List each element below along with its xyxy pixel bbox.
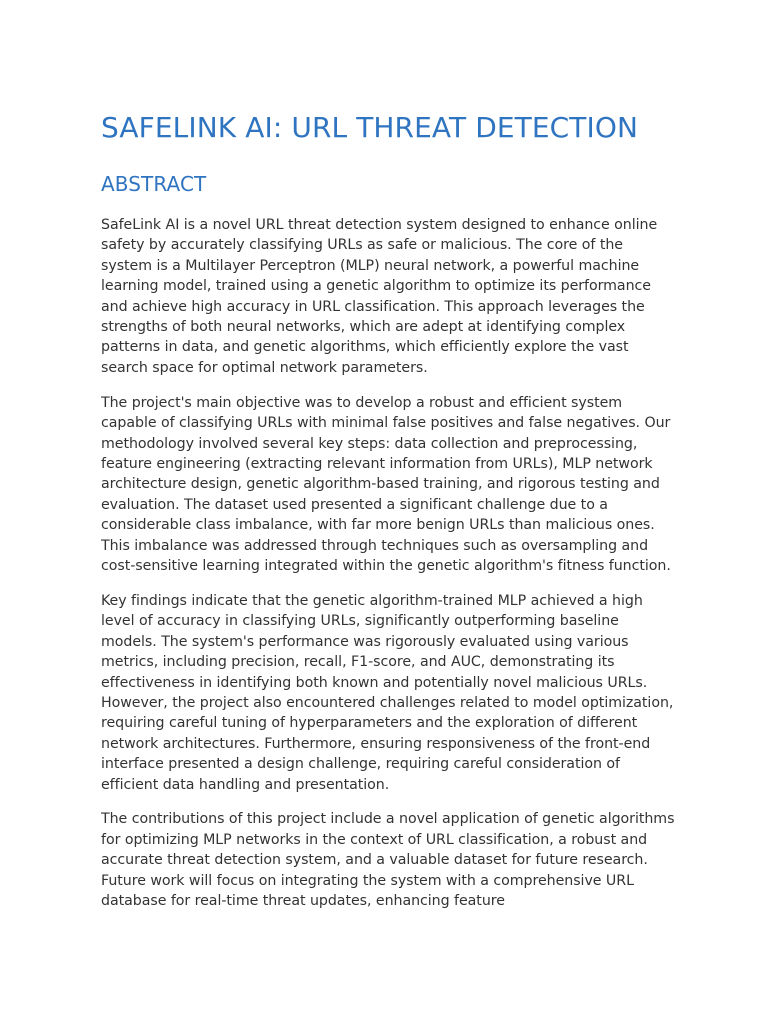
abstract-paragraph-4: The contributions of this project include a novel application of genetic algorithms for optimizing MLP networks in the context of URL classification, a robust and accurate threat detection system, and a valuable dataset for future research. Future work will focus on integrating the system with a comprehensive URL database for real-time threat updates, enhancing feature — [101, 811, 675, 910]
abstract-paragraph-2: The project's main objective was to develop a robust and efficient system capable of classifying URLs with minimal false positives and false negatives. Our methodology involved several key steps: data collection and preprocessing, feature engineering (extracting relevant information from URLs), MLP network architecture design, genetic algorithm-based training, and rigorous testing and evaluation. The dataset used presented a significant challenge due to a considerable class imbalance, with far more benign URLs than malicious ones. This imbalance was addressed through techniques such as oversampling and cost-sensitive learning integrated within the genetic algorithm's fitness function. — [101, 394, 671, 574]
abstract-paragraph-3: Key findings indicate that the genetic algorithm-trained MLP achieved a high level of accuracy in classifying URLs, significantly outperforming baseline models. The system's performance was rigorously evaluated using various metrics, including precision, recall, F1-score, and AUC, demonstrating its effectiveness in identifying both known and potentially novel malicious URLs. However, the project also encountered challenges related to model optimization, requiring careful tuning of hyperparameters and the exploration of different network architectures. Furthermore, ensuring responsiveness of the front-end interface presented a design challenge, requiring careful consideration of efficient data handling and presentation. — [101, 592, 674, 793]
abstract-heading: ABSTRACT — [101, 172, 207, 196]
document-title: SAFELINK AI: URL THREAT DETECTION — [101, 111, 639, 144]
abstract-paragraph-1: SafeLink AI is a novel URL threat detection system designed to enhance online safety by accurately classifying URLs as safe or malicious. The core of the system is a Multilayer Perceptron (MLP) neural network, a powerful machine learning model, trained using a genetic algorithm to optimize its performance and achieve high accuracy in URL classification. This approach leverages the strengths of both neural networks, which are adept at identifying complex patterns in data, and genetic algorithms, which efficiently explore the vast search space for optimal network parameters. — [101, 217, 658, 376]
document-content — [101, 108, 675, 912]
